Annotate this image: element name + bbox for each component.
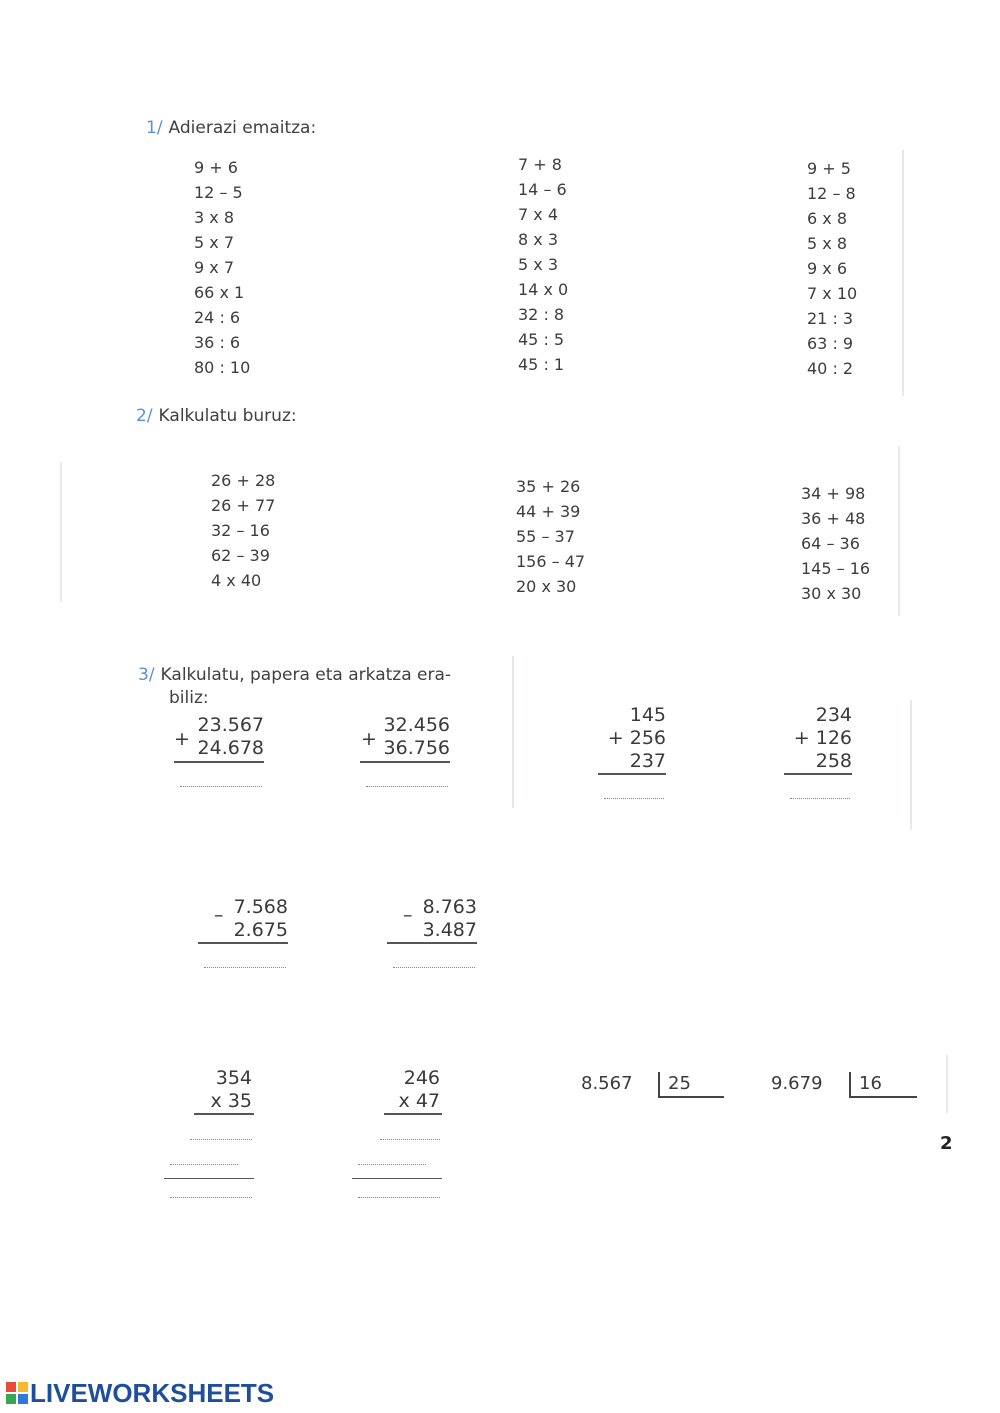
exercise-item: 45 : 5 [518, 330, 565, 349]
divider-line [60, 462, 62, 602]
exercise-item: 63 : 9 [807, 334, 854, 353]
exercise-item: 36 + 48 [801, 509, 866, 528]
section-1-column-3 [807, 156, 857, 381]
sum-line [360, 761, 450, 763]
section-2-column-1 [211, 468, 275, 593]
divider-line [512, 656, 514, 808]
exercise-item: 9 + 6 [194, 158, 238, 177]
exercise-item: 66 x 1 [194, 283, 245, 302]
operand: + 256 [607, 727, 666, 749]
liveworksheets-logo[interactable] [6, 1378, 274, 1409]
exercise-item: 26 + 28 [211, 471, 276, 490]
exercise-item: 9 x 6 [807, 259, 847, 278]
addition-operation [782, 704, 852, 773]
section-1-title [146, 118, 316, 138]
exercise-item: 45 : 1 [518, 355, 565, 374]
exercise-item: 9 x 7 [194, 258, 234, 277]
exercise-item: 145 – 16 [801, 559, 871, 578]
operand: 23.567 [197, 714, 264, 736]
dividend: 8.567 [581, 1073, 633, 1094]
exercise-item: 30 x 30 [801, 584, 862, 603]
section-1-column-2 [518, 152, 568, 377]
answer-blank[interactable] [170, 1164, 238, 1165]
operand: 258 [815, 750, 852, 772]
exercise-item: 7 x 4 [518, 205, 558, 224]
divisor: 25 [668, 1073, 691, 1094]
answer-blank[interactable] [358, 1197, 440, 1198]
exercise-item: 156 – 47 [516, 552, 586, 571]
exercise-item: 4 x 40 [211, 571, 262, 590]
section-2-column-3 [801, 481, 870, 606]
exercise-item: 6 x 8 [807, 209, 847, 228]
subtraction-operation [411, 896, 477, 942]
minus-sign: – [214, 904, 224, 926]
operand: 8.763 [422, 896, 477, 918]
exercise-item: 34 + 98 [801, 484, 866, 503]
section-1-heading: Adierazi emaitza: [168, 118, 317, 138]
minus-sign: – [403, 904, 413, 926]
exercise-item: 8 x 3 [518, 230, 558, 249]
exercise-item: 7 x 10 [807, 284, 858, 303]
operand: x 35 [210, 1090, 252, 1112]
exercise-item: 40 : 2 [807, 359, 854, 378]
divider-line [946, 1055, 948, 1113]
operand: x 47 [398, 1090, 440, 1112]
exercise-item: 12 – 5 [194, 183, 243, 202]
total-line [352, 1178, 442, 1179]
exercise-item: 14 x 0 [518, 280, 569, 299]
subtraction-operation [222, 896, 288, 942]
exercise-item: 55 – 37 [516, 527, 575, 546]
answer-blank[interactable] [393, 967, 475, 968]
answer-blank[interactable] [204, 967, 286, 968]
result-line [198, 942, 288, 944]
exercise-item: 5 x 8 [807, 234, 847, 253]
section-3-heading-line-1: Kalkulatu, papera eta arkatza era- [160, 665, 452, 685]
answer-blank[interactable] [170, 1197, 252, 1198]
operand: 237 [629, 750, 666, 772]
product-line [194, 1113, 254, 1115]
addition-operation [596, 704, 666, 773]
exercise-item: 14 – 6 [518, 180, 567, 199]
operand: 246 [403, 1067, 440, 1089]
operand: 145 [629, 704, 666, 726]
exercise-item: 80 : 10 [194, 358, 251, 377]
total-line [164, 1178, 254, 1179]
operand: 2.675 [233, 919, 288, 941]
exercise-item: 21 : 3 [807, 309, 854, 328]
operand: 32.456 [383, 714, 450, 736]
divider-line [902, 150, 904, 396]
multiplication-operation [188, 1067, 252, 1113]
operand: 36.756 [383, 737, 450, 759]
operand: 24.678 [197, 737, 264, 759]
exercise-item: 32 – 16 [211, 521, 270, 540]
result-line [387, 942, 477, 944]
division-bracket [849, 1072, 917, 1098]
operand: 234 [815, 704, 852, 726]
exercise-item: 64 – 36 [801, 534, 860, 553]
operand: + 126 [793, 727, 852, 749]
section-3-title [138, 664, 451, 710]
operand: 7.568 [233, 896, 288, 918]
divider-line [910, 700, 912, 830]
answer-blank[interactable] [358, 1164, 426, 1165]
exercise-item: 5 x 7 [194, 233, 234, 252]
plus-sign: + [361, 728, 377, 750]
exercise-item: 44 + 39 [516, 502, 581, 521]
division-bracket [658, 1072, 724, 1098]
sum-line [598, 773, 666, 775]
section-2-column-2 [516, 474, 585, 599]
divider-line [898, 446, 900, 616]
sum-line [784, 773, 852, 775]
exercise-item: 26 + 77 [211, 496, 276, 515]
exercise-item: 12 – 8 [807, 184, 856, 203]
exercise-item: 62 – 39 [211, 546, 270, 565]
exercise-item: 24 : 6 [194, 308, 241, 327]
product-line [384, 1113, 442, 1115]
liveworksheets-logo-icon [6, 1380, 28, 1402]
addition-operation [186, 714, 264, 760]
section-1-number: 1/ [146, 118, 163, 138]
exercise-item: 5 x 3 [518, 255, 558, 274]
answer-blank[interactable] [604, 798, 664, 799]
plus-sign: + [174, 728, 190, 750]
section-2-heading: Kalkulatu buruz: [158, 406, 297, 426]
answer-blank[interactable] [366, 786, 448, 787]
section-1-column-1 [194, 155, 250, 380]
section-2-number: 2/ [136, 406, 153, 426]
exercise-item: 7 + 8 [518, 155, 562, 174]
section-2-title [136, 406, 297, 426]
exercise-item: 36 : 6 [194, 333, 241, 352]
answer-blank[interactable] [180, 786, 262, 787]
exercise-item: 35 + 26 [516, 477, 581, 496]
answer-blank[interactable] [380, 1139, 440, 1140]
divisor: 16 [859, 1073, 882, 1094]
exercise-item: 3 x 8 [194, 208, 234, 227]
answer-blank[interactable] [190, 1139, 252, 1140]
operand: 354 [215, 1067, 252, 1089]
sum-line [174, 761, 264, 763]
section-3-heading-line-2: biliz: [169, 688, 209, 708]
page-number-fragment: 2 [940, 1133, 953, 1154]
section-3-number: 3/ [138, 665, 155, 685]
exercise-item: 20 x 30 [516, 577, 577, 596]
logo-text: LIVEWORKSHEETS [30, 1378, 275, 1408]
addition-operation [372, 714, 450, 760]
exercise-item: 9 + 5 [807, 159, 851, 178]
dividend: 9.679 [771, 1073, 823, 1094]
operand: 3.487 [422, 919, 477, 941]
exercise-item: 32 : 8 [518, 305, 565, 324]
multiplication-operation [376, 1067, 440, 1113]
answer-blank[interactable] [790, 798, 850, 799]
